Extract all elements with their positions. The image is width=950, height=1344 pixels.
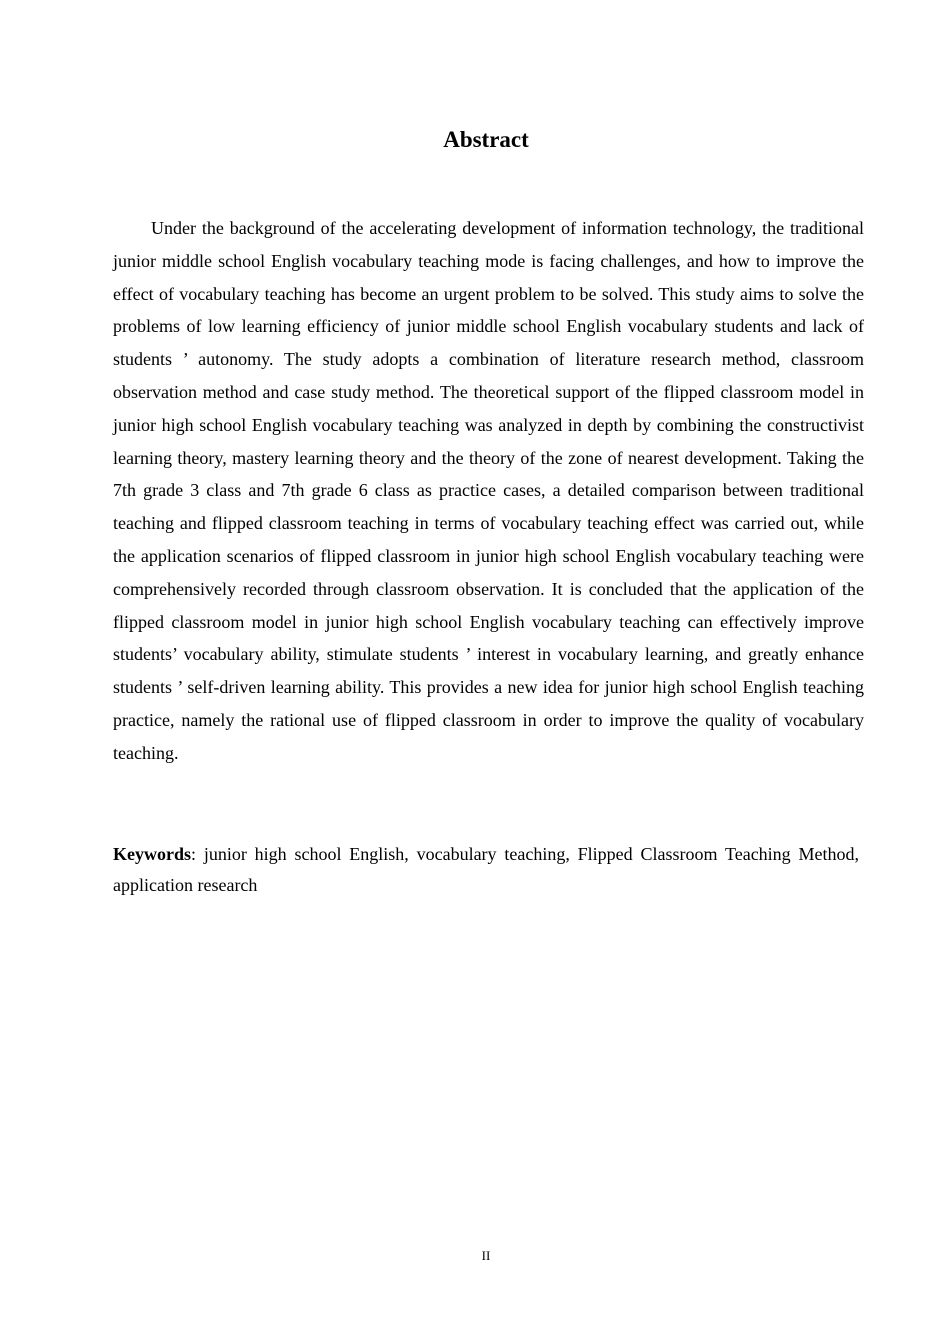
keywords-label: Keywords [113,844,191,864]
keywords-text: : junior high school English, vocabulary teaching, Flipped Classroom Teaching Method, application research [113,844,859,895]
page-number: II [481,1248,491,1263]
abstract-body: Under the background of the accelerating development of information technology, the traditional junior middle school English vocabulary teaching mode is facing challenges, and how to improve the effect of vocabulary teaching has become an urgent problem to be solved. This study aims to solve the problems of low learning efficiency of junior middle school English vocabulary students and lack of students ’ autonomy. The study adopts a combination of literature research method, classroom observation method and case study method. The theoretical support of the flipped classroom model in junior high school English vocabulary teaching was analyzed in depth by combining the constructivist learning theory, mastery learning theory and the theory of the zone of nearest development. Taking the 7th grade 3 class and 7th grade 6 class as practice cases, a detailed comparison between traditional teaching and flipped classroom teaching in terms of vocabulary teaching effect was carried out, while the application scenarios of flipped classroom in junior high school English vocabulary teaching were comprehensively recorded through classroom observation. It is concluded that the application of the flipped classroom model in junior high school English vocabulary teaching can effectively improve students’ vocabulary ability, stimulate students ’ interest in vocabulary learning, and greatly enhance students ’ self-driven learning ability. This provides a new idea for junior high school English teaching practice, namely the rational use of flipped classroom in order to improve the quality of vocabulary teaching. [113,218,864,763]
abstract-title: Abstract [443,127,529,152]
keywords-paragraph [113,839,859,901]
